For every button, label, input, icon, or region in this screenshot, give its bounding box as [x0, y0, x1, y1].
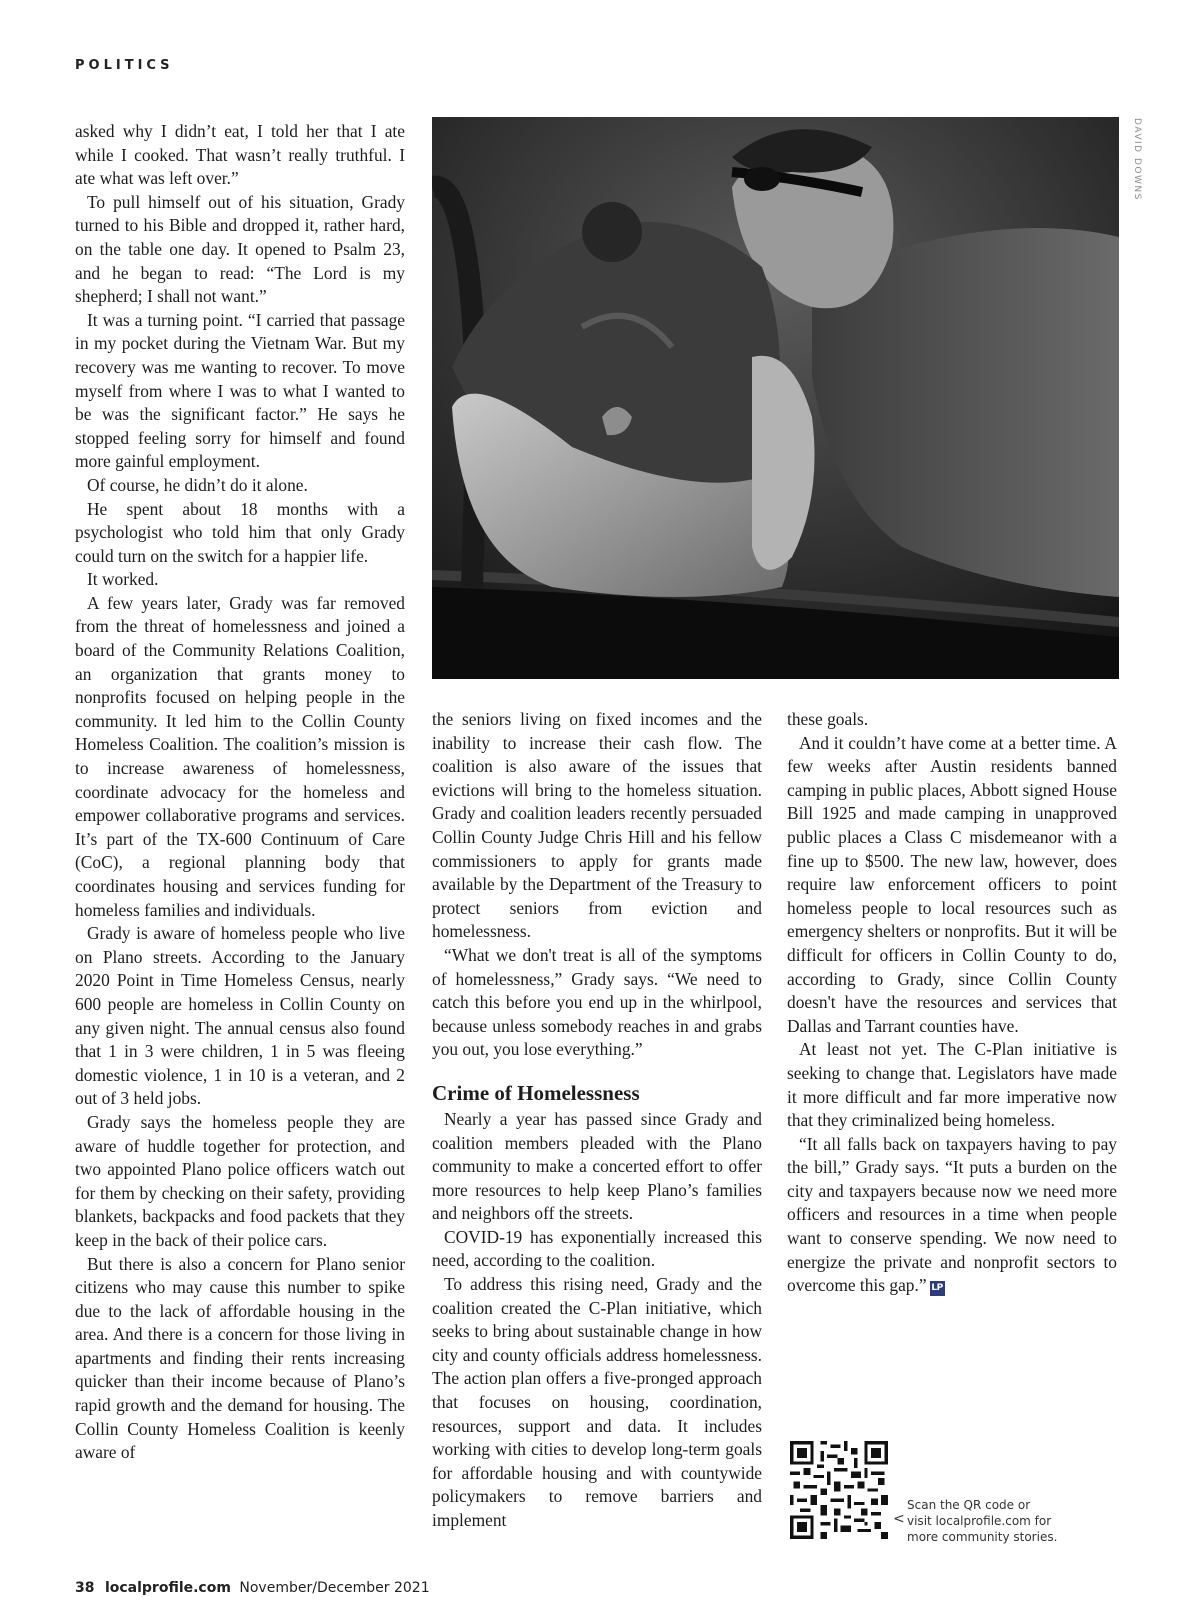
paragraph: But there is also a concern for Plano senior citizens who may cause this number to spike due to the lack of affordable housing in the area. And there is a concern for those living in apartments and finding their rents increasing quicker than their income because of Plano’s rapid growth and the demand for housing. The Collin County Homeless Coalition is keenly aware of	[75, 1253, 405, 1463]
paragraph: “What we don't treat is all of the symptoms of homelessness,” Grady says. “We need to catch this before you end up in the whirlpool, because unless somebody reaches in and grabs you out, you lose everything.”	[432, 944, 762, 1060]
end-mark-icon: LP	[930, 1281, 945, 1296]
qr-caption	[907, 1497, 1067, 1545]
paragraph: He spent about 18 months with a psychologist who told him that only Grady could turn on the switch for a happier life.	[75, 498, 405, 566]
article-column-3	[787, 708, 1117, 1298]
photo-credit: DAVID DOWNS	[1132, 118, 1142, 201]
paragraph: COVID-19 has exponentially increased this need, according to the coalition.	[432, 1226, 762, 1271]
paragraph: At least not yet. The C-Plan initiative is seeking to change that. Legislators have made it more difficult and far more imperative now that they criminalized being homeless.	[787, 1039, 1117, 1131]
subheading: Crime of Homelessness	[432, 1080, 640, 1105]
page-footer	[75, 1580, 430, 1596]
paragraph-text: “It all falls back on taxpayers having to pay the bill,” Grady says. “It puts a burden on the city and taxpayers because now we need more officers and resources in a time when people want to conserve spending. We now need to energize the private and nonprofit sectors to overcome this gap.”	[787, 1133, 1117, 1296]
feature-photo	[432, 117, 1119, 679]
qr-caption-line: visit localprofile.com for	[907, 1514, 1052, 1528]
paragraph: And it couldn’t have come at a better time. A few weeks after Austin residents banned camping in public places, Abbott signed House Bill 1925 and made camping in unapproved public places a Class C misdemeanor with a fine up to $500. The new law, however, does require law enforcement officers to point homeless people to local resources such as emergency shelters or nonprofits. But it will be difficult for officers in Collin County to do, according to Grady, since Collin County doesn't have the resources and services that Dallas and Tarrant counties have.	[787, 732, 1117, 1036]
paragraph: Grady says the homeless people they are aware of huddle together for protection, and two appointed Plano police officers watch out for them by checking on their safety, providing blankets, backpacks and food packets that they keep in the back of their police cars.	[75, 1111, 405, 1250]
qr-arrow: <	[893, 1511, 905, 1527]
photo-illustration	[432, 117, 1119, 679]
paragraph: To pull himself out of his situation, Grady turned to his Bible and dropped it, rather hard, on the table one day. It opened to Psalm 23, and he began to read: “The Lord is my shepherd; I shall not want.”	[75, 191, 405, 307]
paragraph: asked why I didn’t eat, I told her that I ate while I cooked. That wasn’t really truthful. I ate what was left over.”	[75, 121, 405, 189]
paragraph: the seniors living on fixed incomes and the inability to increase their cash flow. The coalition is also aware of the issues that evictions will bring to the homeless situation. Grady and coalition leaders recently persuaded Collin County Judge Chris Hill and his fellow commissioners to apply for grants made available by the Department of the Treasury to protect seniors from eviction and homelessness.	[432, 709, 762, 942]
paragraph	[787, 1133, 1117, 1298]
paragraph: Grady is aware of homeless people who live on Plano streets. According to the January 2020 Point in Time Homeless Census, nearly 600 people are homeless in Collin County on any given night. The annual census also found that 1 in 3 were children, 1 in 5 was fleeing domestic violence, 1 in 10 is a veteran, and 2 out of 3 held jobs.	[75, 923, 405, 1109]
qr-caption-line: Scan the QR code or	[907, 1498, 1031, 1512]
paragraph: To address this rising need, Grady and the coalition created the C-Plan initiative, which seeks to bring about sustainable change in how city and county officials address homelessness. The action plan offers a five-pronged approach that focuses on housing, coordination, resources, support and data. It includes working with cities to develop long-term goals for affordable housing and with countywide policymakers to remove barriers and implement	[432, 1274, 762, 1530]
issue-date: November/December 2021	[239, 1580, 430, 1596]
paragraph: It worked.	[87, 569, 159, 590]
paragraph: A few years later, Grady was far removed from the threat of homelessness and joined a board of the Community Relations Coalition, an organization that grants money to nonprofits focused on helping people in the community. It led him to the Collin County Homeless Coalition. The coalition’s mission is to increase awareness of homelessness, coordinate advocacy for the homeless and empower collaborative programs and services. It’s part of the TX-600 Continuum of Care (CoC), a regional planning body that coordinates housing and services funding for homeless families and individuals.	[75, 592, 405, 920]
article-column-2	[432, 708, 762, 1533]
section-label: POLITICS	[75, 58, 174, 73]
qr-code-icon[interactable]	[790, 1441, 888, 1539]
paragraph: It was a turning point. “I carried that passage in my pocket during the Vietnam War. But my recovery was me wanting to recover. To move myself from where I was to what I wanted to be was the significant factor.” He says he stopped feeling sorry for himself and found more gainful employment.	[75, 309, 405, 472]
paragraph: Of course, he didn’t do it alone.	[87, 474, 308, 495]
site-link[interactable]: localprofile.com	[104, 1580, 231, 1596]
qr-caption-line: more community stories.	[907, 1530, 1058, 1544]
paragraph: Nearly a year has passed since Grady and coalition members pleaded with the Plano community to make a concerted effort to offer more resources to help keep Plano’s families and neighbors off the streets.	[432, 1108, 762, 1224]
article-column-1	[75, 120, 405, 1465]
page-number: 38	[75, 1580, 95, 1596]
paragraph: these goals.	[787, 709, 869, 729]
